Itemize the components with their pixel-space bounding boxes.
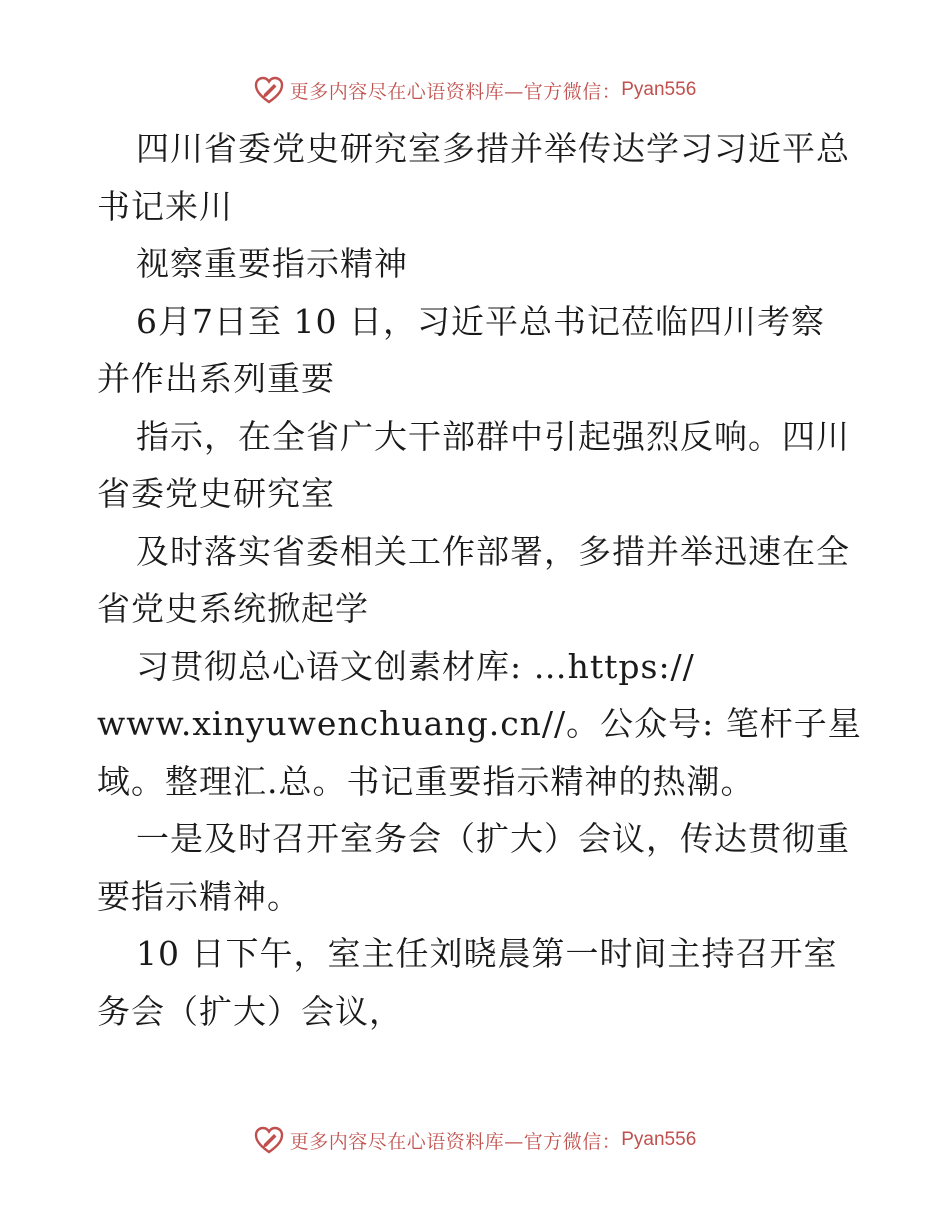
text-line: 6月7日至 10 日，习近平总书记莅临四川考察 xyxy=(136,301,825,341)
text-line: 及时落实省委相关工作部署，多措并举迅速在全 xyxy=(136,531,850,571)
text-line: www.xinyuwenchuang.cn//。公众号: 笔杆子星 xyxy=(97,704,862,743)
watermark-text: 更多内容尽在心语资料库—官方微信： xyxy=(289,80,622,103)
text-line: 省委党史研究室 xyxy=(97,474,335,513)
text-line: 10 日下午，室主任刘晓晨第一时间主持召开室 xyxy=(136,934,838,973)
heart-pen-logo-icon xyxy=(254,75,284,105)
watermark-text: 更多内容尽在心语资料库—官方微信： xyxy=(289,1130,622,1153)
text-line: 务会（扩大）会议， xyxy=(97,991,403,1031)
watermark-wechat-handle: Pyan556 xyxy=(621,79,697,100)
text-line: 习贯彻总心语文创素材库: …https:// xyxy=(136,646,695,686)
text-line: 视察重要指示精神 xyxy=(136,244,408,283)
text-line: 四川省委党史研究室多措并举传达学习习近平总 xyxy=(136,129,850,168)
footer-watermark-banner xyxy=(0,1120,950,1160)
text-line: 一是及时召开室务会（扩大）会议，传达贯彻重 xyxy=(136,819,850,858)
text-line: 省党史系统掀起学 xyxy=(97,589,369,628)
text-line: 并作出系列重要 xyxy=(97,359,335,398)
text-line: 书记来川 xyxy=(97,186,233,226)
header-watermark-banner xyxy=(0,70,950,110)
document-body xyxy=(97,120,862,1040)
text-line: 域。整理汇.总。书记重要指示精神的热潮。 xyxy=(97,761,755,801)
heart-pen-logo-icon xyxy=(254,1125,284,1155)
watermark-wechat-handle: Pyan556 xyxy=(621,1129,697,1150)
text-line: 要指示精神。 xyxy=(97,876,301,916)
text-line: 指示，在全省广大干部群中引起强烈反响。四川 xyxy=(136,416,850,456)
